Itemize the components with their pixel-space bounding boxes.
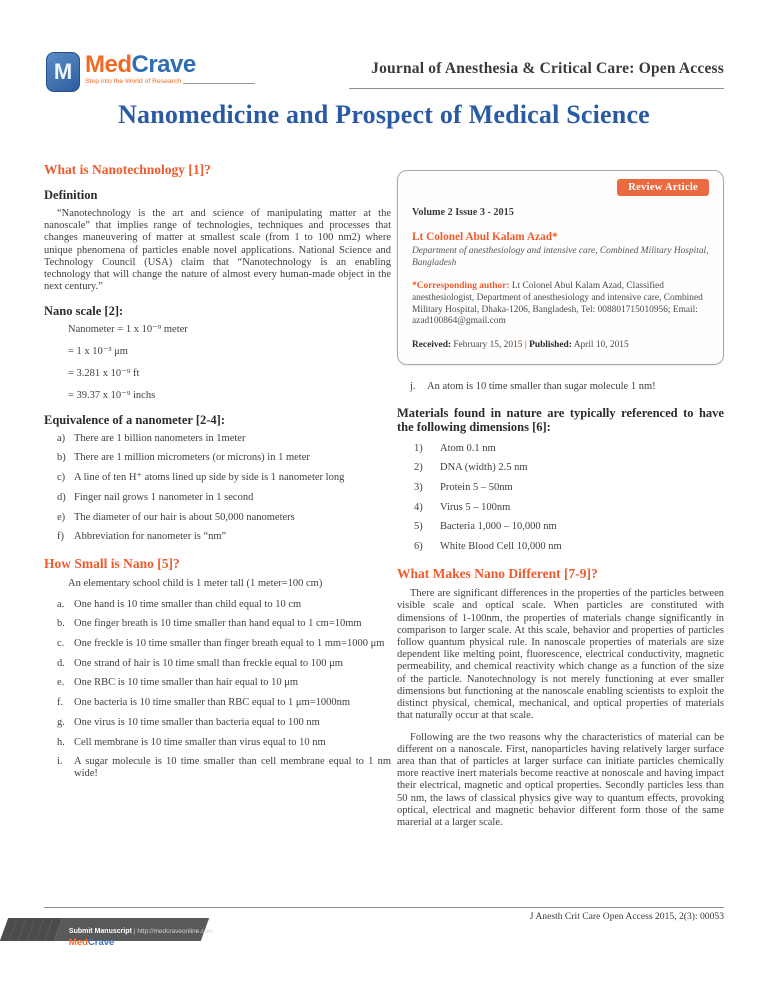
submit-manuscript-label[interactable]: Submit Manuscript xyxy=(68,928,132,935)
list-item-text: DNA (width) 2.5 nm xyxy=(440,462,528,474)
list-item xyxy=(57,472,391,484)
submit-manuscript-url[interactable]: | http://medcraveonline.com xyxy=(131,928,214,935)
banner-plate xyxy=(54,918,214,948)
left-column xyxy=(44,162,391,788)
review-article-badge: Review Article xyxy=(617,179,709,196)
dates-line xyxy=(412,340,709,352)
citation: J Anesth Crit Care Open Access 2015, 2(3): 00053 xyxy=(529,911,724,922)
header-rule xyxy=(349,88,724,89)
banner-logo-med: Med xyxy=(68,937,88,948)
article-info-box xyxy=(397,170,724,365)
list-item xyxy=(57,717,391,729)
list-item-marker: c) xyxy=(57,472,66,484)
volume-issue: Volume 2 Issue 3 - 2015 xyxy=(412,207,514,218)
article-title: Nanomedicine and Prospect of Medical Science xyxy=(118,100,650,129)
list-item-marker: 5) xyxy=(414,521,423,533)
list-item xyxy=(410,443,724,455)
list-item-text: There are 1 million micrometers (or microns) in 1 meter xyxy=(74,452,310,464)
banner-medcrave-logo xyxy=(69,938,204,947)
howsmall-list xyxy=(44,599,391,781)
list-item-text: Atom 0.1 nm xyxy=(440,442,496,454)
received-date: February 15, 2015 xyxy=(451,339,525,350)
materials-heading: Materials found in nature are typically referenced to have the following dimensions [6]: xyxy=(397,405,724,435)
list-item-marker: d. xyxy=(57,657,65,669)
subheading-definition: Definition xyxy=(44,188,98,202)
section-heading-how-small: How Small is Nano [5]? xyxy=(44,556,180,572)
list-item-marker: b. xyxy=(57,618,65,630)
howsmall-intro: An elementary school child is 1 meter tall (1 meter=100 cm) xyxy=(68,578,323,590)
list-item-text: Abbreviation for nanometer is “nm” xyxy=(74,531,227,543)
materials-list xyxy=(397,443,724,554)
list-item xyxy=(410,521,724,533)
medcrave-logo[interactable] xyxy=(46,52,255,92)
list-item-marker: b) xyxy=(57,452,66,464)
subheading-equivalence: Equivalence of a nanometer [2-4]: xyxy=(44,412,225,427)
list-item-marker: i. xyxy=(57,756,63,768)
list-item-text: There are 1 billion nanometers in 1meter xyxy=(74,432,246,444)
received-label: Received: xyxy=(412,339,452,350)
medcrave-emblem-icon: M xyxy=(46,52,80,92)
list-item-marker: 1) xyxy=(414,442,423,454)
author-affiliation: Department of anesthesiology and intensive care, Combined Military Hospital, Bangladesh xyxy=(412,246,709,268)
logo-tagline: Step into the World of Research xyxy=(85,78,182,85)
subheading-nano-scale: Nano scale [2]: xyxy=(44,304,124,319)
banner-content xyxy=(57,918,214,948)
right-column xyxy=(397,170,724,838)
nanoscale-lines xyxy=(44,324,391,401)
nanoscale-line: = 1 x 10⁻³ μm xyxy=(68,346,128,358)
list-item xyxy=(410,381,724,393)
list-item xyxy=(410,462,724,474)
list-item xyxy=(57,433,391,445)
list-item-text: Virus 5 – 100nm xyxy=(440,501,511,513)
logo-med-text: Med xyxy=(85,51,132,78)
list-item xyxy=(57,618,391,630)
list-item-text: An atom is 10 time smaller than sugar molecule 1 nm! xyxy=(427,381,656,393)
nano-different-paragraph-1: There are significant differences in the properties of the particles between visible scale and optical scale. When particles are constituted with dimensions of 1-100nm, the properties of materials change significantly in comparison to larger scale. At this scale, behavior and properties of particles follow quantum physical rule. In nanoscale properties of materials are size dependent like melting point, fluorescence, electrical conductivity, magnetic permeability, and chemical reactivity which change as a function of the size of the particle. Nanotechnology is not merely functioning at ever smaller dimensions but functioning at the nanoscale enabling scientists to exploit the distinct physical, chemical, mechanical, and optical properties of materials that naturally occur at that scale. xyxy=(397,588,724,722)
list-item-marker: e) xyxy=(57,511,66,523)
logo-crave-text: Crave xyxy=(131,51,196,78)
list-item-text: One RBC is 10 time smaller than hair equal to 10 μm xyxy=(74,677,299,689)
submit-line xyxy=(68,920,214,938)
medcrave-wordmark xyxy=(85,52,255,78)
corresponding-author-label: *Corresponding author: xyxy=(412,281,510,292)
list-item-marker: f) xyxy=(57,531,64,543)
howsmall-list-continuation xyxy=(397,381,724,393)
list-item xyxy=(57,599,391,611)
list-item xyxy=(410,482,724,494)
list-item-text: One strand of hair is 10 time small than freckle equal to 100 μm xyxy=(74,657,343,669)
list-item-text: White Blood Cell 10,000 nm xyxy=(440,541,562,553)
journal-name: Journal of Anesthesia & Critical Care: Open Access xyxy=(371,60,724,77)
list-item-text: A sugar molecule is 10 time smaller than cell membrane equal to 1 nm wide! xyxy=(74,756,391,780)
footer-rule xyxy=(44,907,724,908)
list-item-text: One freckle is 10 time smaller than finger breath equal to 1 mm=1000 μm xyxy=(74,638,385,650)
section-heading-what-is-nanotechnology: What is Nanotechnology [1]? xyxy=(44,162,211,177)
tagline-rule xyxy=(183,83,255,84)
list-item-text: Cell membrane is 10 time smaller than virus equal to 10 nm xyxy=(74,736,326,748)
list-item-marker: h. xyxy=(57,736,65,748)
list-item-text: One hand is 10 time smaller than child equal to 10 cm xyxy=(74,598,302,610)
list-item-text: One finger breath is 10 time smaller than hand equal to 1 cm=10mm xyxy=(74,618,362,630)
list-item-marker: c. xyxy=(57,638,65,650)
list-item-marker: 3) xyxy=(414,481,423,493)
list-item xyxy=(57,697,391,709)
nano-different-paragraph-2: Following are the two reasons why the characteristics of material can be different on a nanoscale. First, nanoparticles having relatively larger surface area than that of particles at larger surface can initiate particles chemically more reactive inert materials become reactive at nonoscale and having impact their electrical, magnetic and optical properties. Secondly particles less than 50 nm, the laws of classical physics give way to quantum effects, provoking optical, electrical and magnetic behavior different form those of the same marerial at a larger scale. xyxy=(397,731,724,828)
list-item xyxy=(57,512,391,524)
list-item xyxy=(57,492,391,504)
list-item-text: The diameter of our hair is about 50,000 nanometers xyxy=(74,511,295,523)
list-item-marker: d) xyxy=(57,491,66,503)
list-item-text: Protein 5 – 50nm xyxy=(440,481,513,493)
published-date: April 10, 2015 xyxy=(571,339,629,350)
logo-tagline-row xyxy=(85,78,255,85)
list-item-marker: 2) xyxy=(414,462,423,474)
banner-logo-crave: Crave xyxy=(87,937,115,948)
list-item xyxy=(57,531,391,543)
list-item-marker: a. xyxy=(57,598,65,610)
list-item xyxy=(57,658,391,670)
list-item-marker: f. xyxy=(57,697,64,709)
author-name: Lt Colonel Abul Kalam Azad* xyxy=(412,230,558,243)
date-separator: | xyxy=(524,339,527,350)
list-item xyxy=(57,638,391,650)
list-item xyxy=(57,677,391,689)
section-heading-what-makes-nano-different: What Makes Nano Different [7-9]? xyxy=(397,566,598,582)
list-item-marker: a) xyxy=(57,432,66,444)
medcrave-logo-text xyxy=(85,52,255,85)
definition-paragraph: “Nanotechnology is the art and science of manipulating matter at the nanoscale” that implies range of technologies, techniques and processes that changes maneuvering of matter at smallest scale (from 1 to 100 nm2) where unique phenomena of particles enable novel applications. National Science and Technology Council (USA) claim that “Nanotechnology is an enabling technology that will change the nature of almost every human-made object in the next century.” xyxy=(44,208,391,293)
nanoscale-line: = 3.281 x 10⁻⁹ ft xyxy=(68,367,140,379)
list-item xyxy=(57,737,391,749)
list-item-text: Finger nail grows 1 nanometer in 1 second xyxy=(74,491,254,503)
list-item-marker: e. xyxy=(57,677,65,689)
corresponding-author-block xyxy=(412,281,709,327)
list-item-text: Bacteria 1,000 – 10,000 nm xyxy=(440,521,557,533)
list-item-marker: 4) xyxy=(414,501,423,513)
list-item xyxy=(410,502,724,514)
corresponding-author-email[interactable]: azad100864@gmail.com xyxy=(412,316,506,327)
list-item-marker: g. xyxy=(57,716,65,728)
list-item-text: One virus is 10 time smaller than bacteria equal to 100 nm xyxy=(74,716,320,728)
list-item-marker: 6) xyxy=(414,541,423,553)
list-item xyxy=(57,756,391,780)
published-label: Published: xyxy=(526,339,572,350)
nanoscale-line: = 39.37 x 10⁻⁹ inchs xyxy=(68,389,156,401)
page-header xyxy=(44,50,724,100)
list-item xyxy=(410,541,724,553)
list-item-text: A line of ten H⁺ atoms lined up side by side is 1 nanometer long xyxy=(74,472,345,484)
nanoscale-line: Nanometer = 1 x 10⁻⁹ meter xyxy=(68,324,188,336)
list-item xyxy=(57,452,391,464)
list-item-text: One bacteria is 10 time smaller than RBC equal to 1 μm=1000nm xyxy=(74,697,351,709)
badge-row xyxy=(412,179,709,198)
list-item-marker: j. xyxy=(410,381,416,393)
equivalence-list xyxy=(44,433,391,544)
corresponding-author-text: Lt Colonel Abul Kalam Azad, Classified anesthesiologist, Department of anesthesiology and intensive care, Combined Military Hospital, Dhaka-1206, Bangladesh, Tel: 008801715010956; Email: xyxy=(412,281,703,315)
